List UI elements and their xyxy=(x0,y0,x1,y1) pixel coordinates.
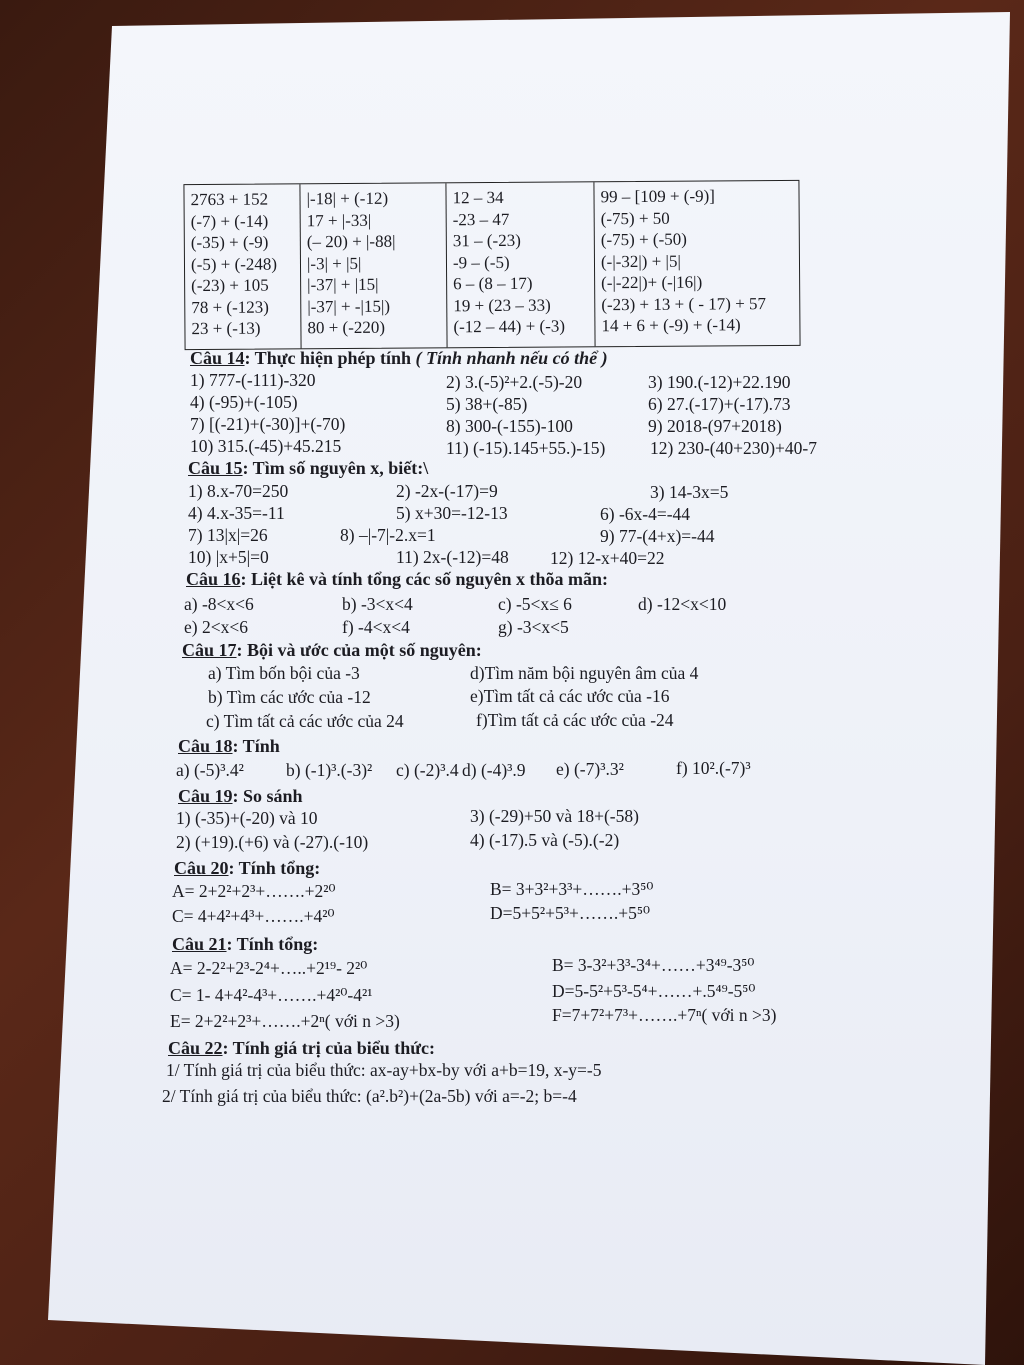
table-cell: (-7) + (-14) xyxy=(190,211,269,231)
question-title: : So sánh xyxy=(232,786,303,806)
list-item: B= 3+3²+3³+…….+3⁵⁰ xyxy=(490,879,654,899)
table-cell: 12 – 34 xyxy=(452,187,504,208)
table-cell: |-37| + -|15|) xyxy=(307,296,391,316)
list-item: c) (-2)³.4 xyxy=(396,760,459,780)
list-item: f)Tìm tất cả các ước của -24 xyxy=(476,710,674,730)
question-number: Câu 18 xyxy=(178,736,233,756)
list-item: 2/ Tính giá trị của biểu thức: (a².b²)+(2a-5b) với a=-2; b=-4 xyxy=(162,1086,577,1106)
table-cell: 19 + (23 – 33) xyxy=(453,295,551,315)
list-item: 8) 300-(-155)-100 xyxy=(446,416,573,436)
question-title: : Tính tổng: xyxy=(228,858,321,878)
table-cell: |-18| + (-12) xyxy=(306,188,389,209)
list-item: 4) 4.x-35=-11 xyxy=(188,503,285,523)
list-item: f) 10².(-7)³ xyxy=(676,758,751,778)
question-17-heading xyxy=(182,640,482,661)
table-column-2 xyxy=(300,183,447,348)
table-cell: 80 + (-220) xyxy=(307,317,386,338)
question-note: ( Tính nhanh nếu có thể ) xyxy=(415,348,608,368)
list-item: 2) (+19).(+6) và (-27).(-10) xyxy=(176,832,369,852)
list-item: 4) (-17).5 và (-5).(-2) xyxy=(470,830,620,850)
list-item: 1) 8.x-70=250 xyxy=(188,481,289,501)
list-item: 3) 14-3x=5 xyxy=(650,482,729,502)
list-item: D=5-5²+5³-5⁴+……+.5⁴⁹-5⁵⁰ xyxy=(552,981,756,1001)
table-cell: (– 20) + |-88| xyxy=(306,231,396,252)
list-item: 2) -2x-(-17)=9 xyxy=(396,481,498,501)
list-item: 4) (-95)+(-105) xyxy=(190,392,298,412)
list-item: c) Tìm tất cả các ước của 24 xyxy=(206,711,404,731)
table-cell: 14 + 6 + (-9) + (-14) xyxy=(601,315,741,336)
list-item: d) (-4)³.9 xyxy=(462,760,526,780)
list-item: F=7+7²+7³+…….+7ⁿ( với n >3) xyxy=(552,1005,777,1025)
table-cell: -9 – (-5) xyxy=(452,252,510,272)
question-number: Câu 22 xyxy=(168,1038,223,1058)
list-item: B= 3-3²+3³-3⁴+……+3⁴⁹-3⁵⁰ xyxy=(552,955,755,975)
list-item: 6) 27.(-17)+(-17).73 xyxy=(648,394,791,414)
question-title: : Tìm số nguyên x, biết:\ xyxy=(242,458,429,478)
table-cell: (-23) + 13 + ( - 17) + 57 xyxy=(601,293,767,314)
table-cell: 6 – (8 – 17) xyxy=(453,273,533,294)
question-title: : Tính giá trị của biểu thức: xyxy=(222,1038,435,1058)
list-item: 6) -6x-4=-44 xyxy=(600,504,691,524)
table-cell: (-75) + 50 xyxy=(600,208,670,228)
table-cell: 23 + (-13) xyxy=(191,318,261,339)
list-item: 10) |x+5|=0 xyxy=(188,547,269,567)
list-item: a) (-5)³.4² xyxy=(176,760,244,780)
table-cell: 31 – (-23) xyxy=(452,230,521,251)
list-item: C= 1- 4+4²-4³+…….+4²⁰-4²¹ xyxy=(170,985,373,1005)
table-cell: (-23) + 105 xyxy=(191,275,269,296)
list-item: 10) 315.(-45)+45.215 xyxy=(190,436,342,456)
list-item: d) -12<x<10 xyxy=(638,594,727,614)
question-number: Câu 15 xyxy=(188,458,243,478)
list-item: 3) 190.(-12)+22.190 xyxy=(648,372,791,392)
list-item: d)Tìm năm bội nguyên âm của 4 xyxy=(470,663,699,683)
question-20-heading xyxy=(174,858,320,879)
list-item: 1) 777-(-111)-320 xyxy=(190,370,316,390)
table-cell: (-|-32|) + |5| xyxy=(600,251,681,271)
list-item: 12) 12-x+40=22 xyxy=(550,548,665,568)
question-title: : Tính tổng: xyxy=(226,934,319,954)
list-item: b) (-1)³.(-3)² xyxy=(286,760,373,780)
list-item: D=5+5²+5³+…….+5⁵⁰ xyxy=(490,903,650,923)
list-item: 7) [(-21)+(-30)]+(-70) xyxy=(190,414,346,434)
list-item: 11) 2x-(-12)=48 xyxy=(396,547,509,567)
list-item: b) Tìm các ước của -12 xyxy=(208,687,371,707)
list-item: 9) 2018-(97+2018) xyxy=(648,416,782,436)
list-item: c) -5<x≤ 6 xyxy=(498,594,572,614)
table-cell: |-37| + |15| xyxy=(307,274,379,295)
table-cell: (-12 – 44) + (-3) xyxy=(453,316,566,337)
question-number: Câu 14 xyxy=(190,348,245,368)
list-item: 3) (-29)+50 và 18+(-58) xyxy=(470,806,639,826)
table-column-4 xyxy=(594,181,801,346)
list-item: A= 2+2²+2³+…….+2²⁰ xyxy=(172,881,336,901)
question-number: Câu 21 xyxy=(172,934,227,954)
list-item: 12) 230-(40+230)+40-7 xyxy=(650,438,818,458)
list-item: e) 2<x<6 xyxy=(184,617,248,637)
question-14-heading xyxy=(190,348,608,369)
question-21-heading xyxy=(172,934,318,955)
list-item: 2) 3.(-5)²+2.(-5)-20 xyxy=(446,372,583,392)
table-cell: 2763 + 152 xyxy=(190,189,269,210)
table-cell: (-75) + (-50) xyxy=(600,229,687,250)
list-item: A= 2-2²+2³-2⁴+…..+2¹⁹- 2²⁰ xyxy=(170,958,368,978)
list-item: e)Tìm tất cả các ước của -16 xyxy=(470,686,670,706)
table-cell: 17 + |-33| xyxy=(306,210,372,230)
table-cell: 78 + (-123) xyxy=(191,297,269,317)
question-number: Câu 20 xyxy=(174,858,229,878)
question-number: Câu 17 xyxy=(182,640,237,660)
question-22-heading xyxy=(168,1038,435,1059)
list-item: b) -3<x<4 xyxy=(342,594,413,614)
list-item: a) -8<x<6 xyxy=(184,594,254,614)
question-title: : Tính xyxy=(232,736,280,756)
list-item: g) -3<x<5 xyxy=(498,617,569,637)
list-item: 7) 13|x|=26 xyxy=(188,525,268,545)
table-cell: -23 – 47 xyxy=(452,209,510,229)
list-item: e) (-7)³.3² xyxy=(556,759,624,779)
question-number: Câu 16 xyxy=(186,569,241,589)
question-title: : Liệt kê và tính tổng các số nguyên x thõa mãn: xyxy=(240,569,609,589)
list-item: 5) 38+(-85) xyxy=(446,394,528,414)
question-18-heading xyxy=(178,736,280,757)
list-item: C= 4+4²+4³+…….+4²⁰ xyxy=(172,906,335,926)
question-number: Câu 19 xyxy=(178,786,233,806)
table-cell: 99 – [109 + (-9)] xyxy=(600,186,715,207)
table-cell: (-|-22|)+ (-|16|) xyxy=(601,272,703,293)
table-column-1 xyxy=(184,184,301,349)
table-column-3 xyxy=(446,182,595,347)
question-title: : Thực hiện phép tính xyxy=(244,348,412,368)
list-item: 1/ Tính giá trị của biểu thức: ax-ay+bx-by với a+b=19, x-y=-5 xyxy=(166,1060,602,1080)
list-item: f) -4<x<4 xyxy=(342,617,410,637)
table-cell: |-3| + |5| xyxy=(306,253,362,273)
list-item: 1) (-35)+(-20) và 10 xyxy=(176,808,318,828)
list-item: 11) (-15).145+55.)-15) xyxy=(446,438,606,458)
question-15-heading xyxy=(188,458,428,479)
list-item: 8) –|-7|-2.x=1 xyxy=(340,525,436,545)
table-cell: (-35) + (-9) xyxy=(190,232,269,253)
question-19-heading xyxy=(178,786,303,807)
question-title: : Bội và ước của một số nguyên: xyxy=(236,640,482,660)
list-item: E= 2+2²+2³+…….+2ⁿ( với n >3) xyxy=(170,1011,400,1031)
list-item: 5) x+30=-12-13 xyxy=(396,503,508,523)
list-item: 9) 77-(4+x)=-44 xyxy=(600,526,715,546)
list-item: a) Tìm bốn bội của -3 xyxy=(208,663,360,683)
question-16-heading xyxy=(186,569,608,590)
exercise-table xyxy=(183,180,800,350)
table-cell: (-5) + (-248) xyxy=(190,254,278,274)
